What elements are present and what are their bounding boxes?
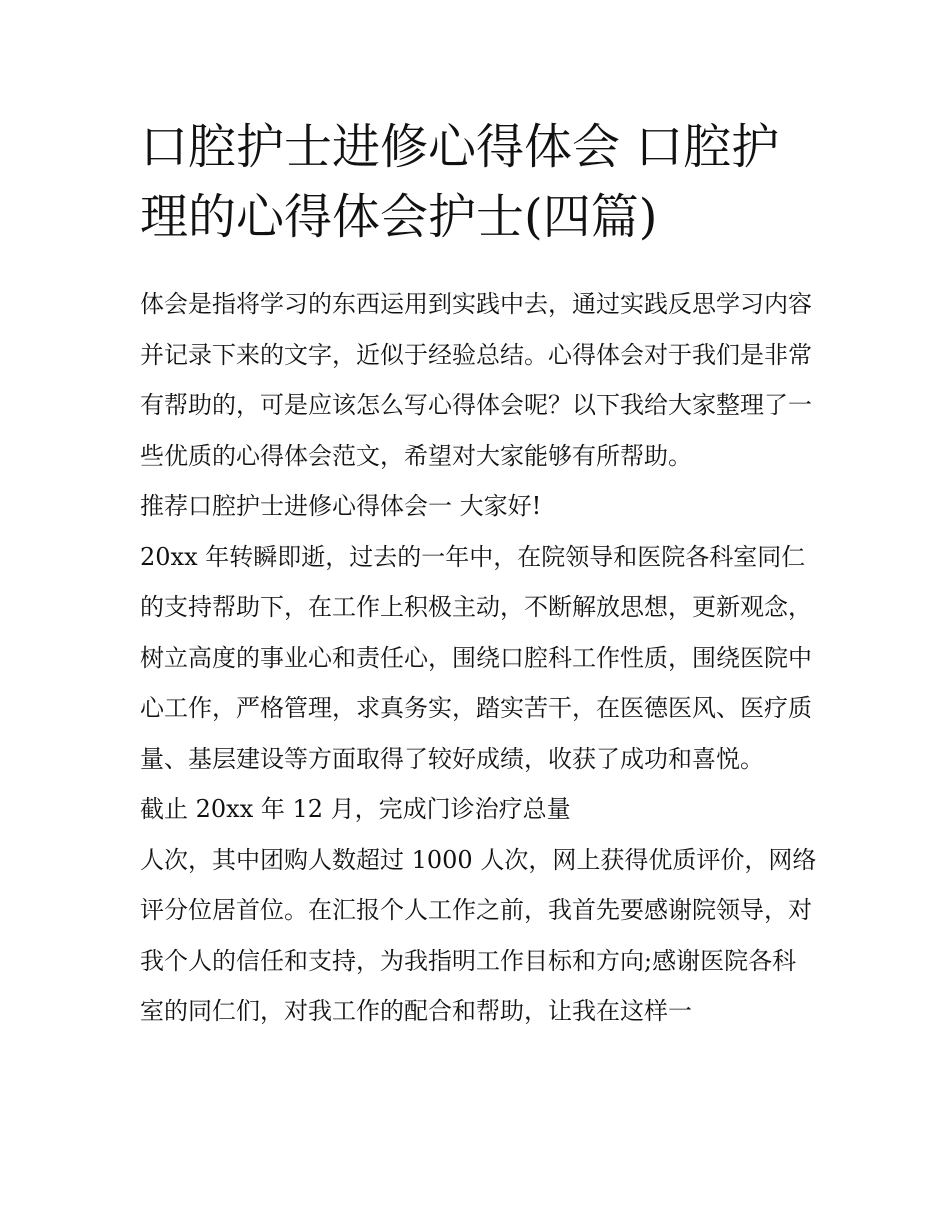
paragraph-thanks: 人次，其中团购人数超过 1000 人次，网上获得优质评价，网络评分位居首位。在汇报个人工作之前，我首先要感谢院领导，对我个人的信任和支持，为我指明工作目标和方向;感谢医院各科室的同仁们，对我工作的配合和帮助，让我在这样一 — [140, 845, 817, 1025]
paragraph-greeting: 推荐口腔护士进修心得体会一 大家好! — [140, 492, 542, 520]
document-body — [140, 279, 820, 1037]
document-title: 口腔护士进修心得体会 口腔护理的心得体会护士(四篇) — [140, 119, 780, 245]
paragraph-year-summary: 20xx 年转瞬即逝，过去的一年中，在院领导和医院各科室同仁的支持帮助下，在工作上积极主动，不断解放思想，更新观念，树立高度的事业心和责任心，围绕口腔科工作性质，围绕医院中心工作，严格管理，求真务实，踏实苦干，在医德医风、医疗质量、基层建设等方面取得了较好成绩，收获了成功和喜悦。 — [140, 542, 812, 773]
paragraph-intro: 体会是指将学习的东西运用到实践中去，通过实践反思学习内容并记录下来的文字，近似于经验总结。心得体会对于我们是非常有帮助的，可是应该怎么写心得体会呢？以下我给大家整理了一些优质的心得体会范文，希望对大家能够有所帮助。 — [140, 290, 812, 470]
paragraph-deadline: 截止 20xx 年 12 月，完成门诊治疗总量 — [140, 795, 571, 823]
